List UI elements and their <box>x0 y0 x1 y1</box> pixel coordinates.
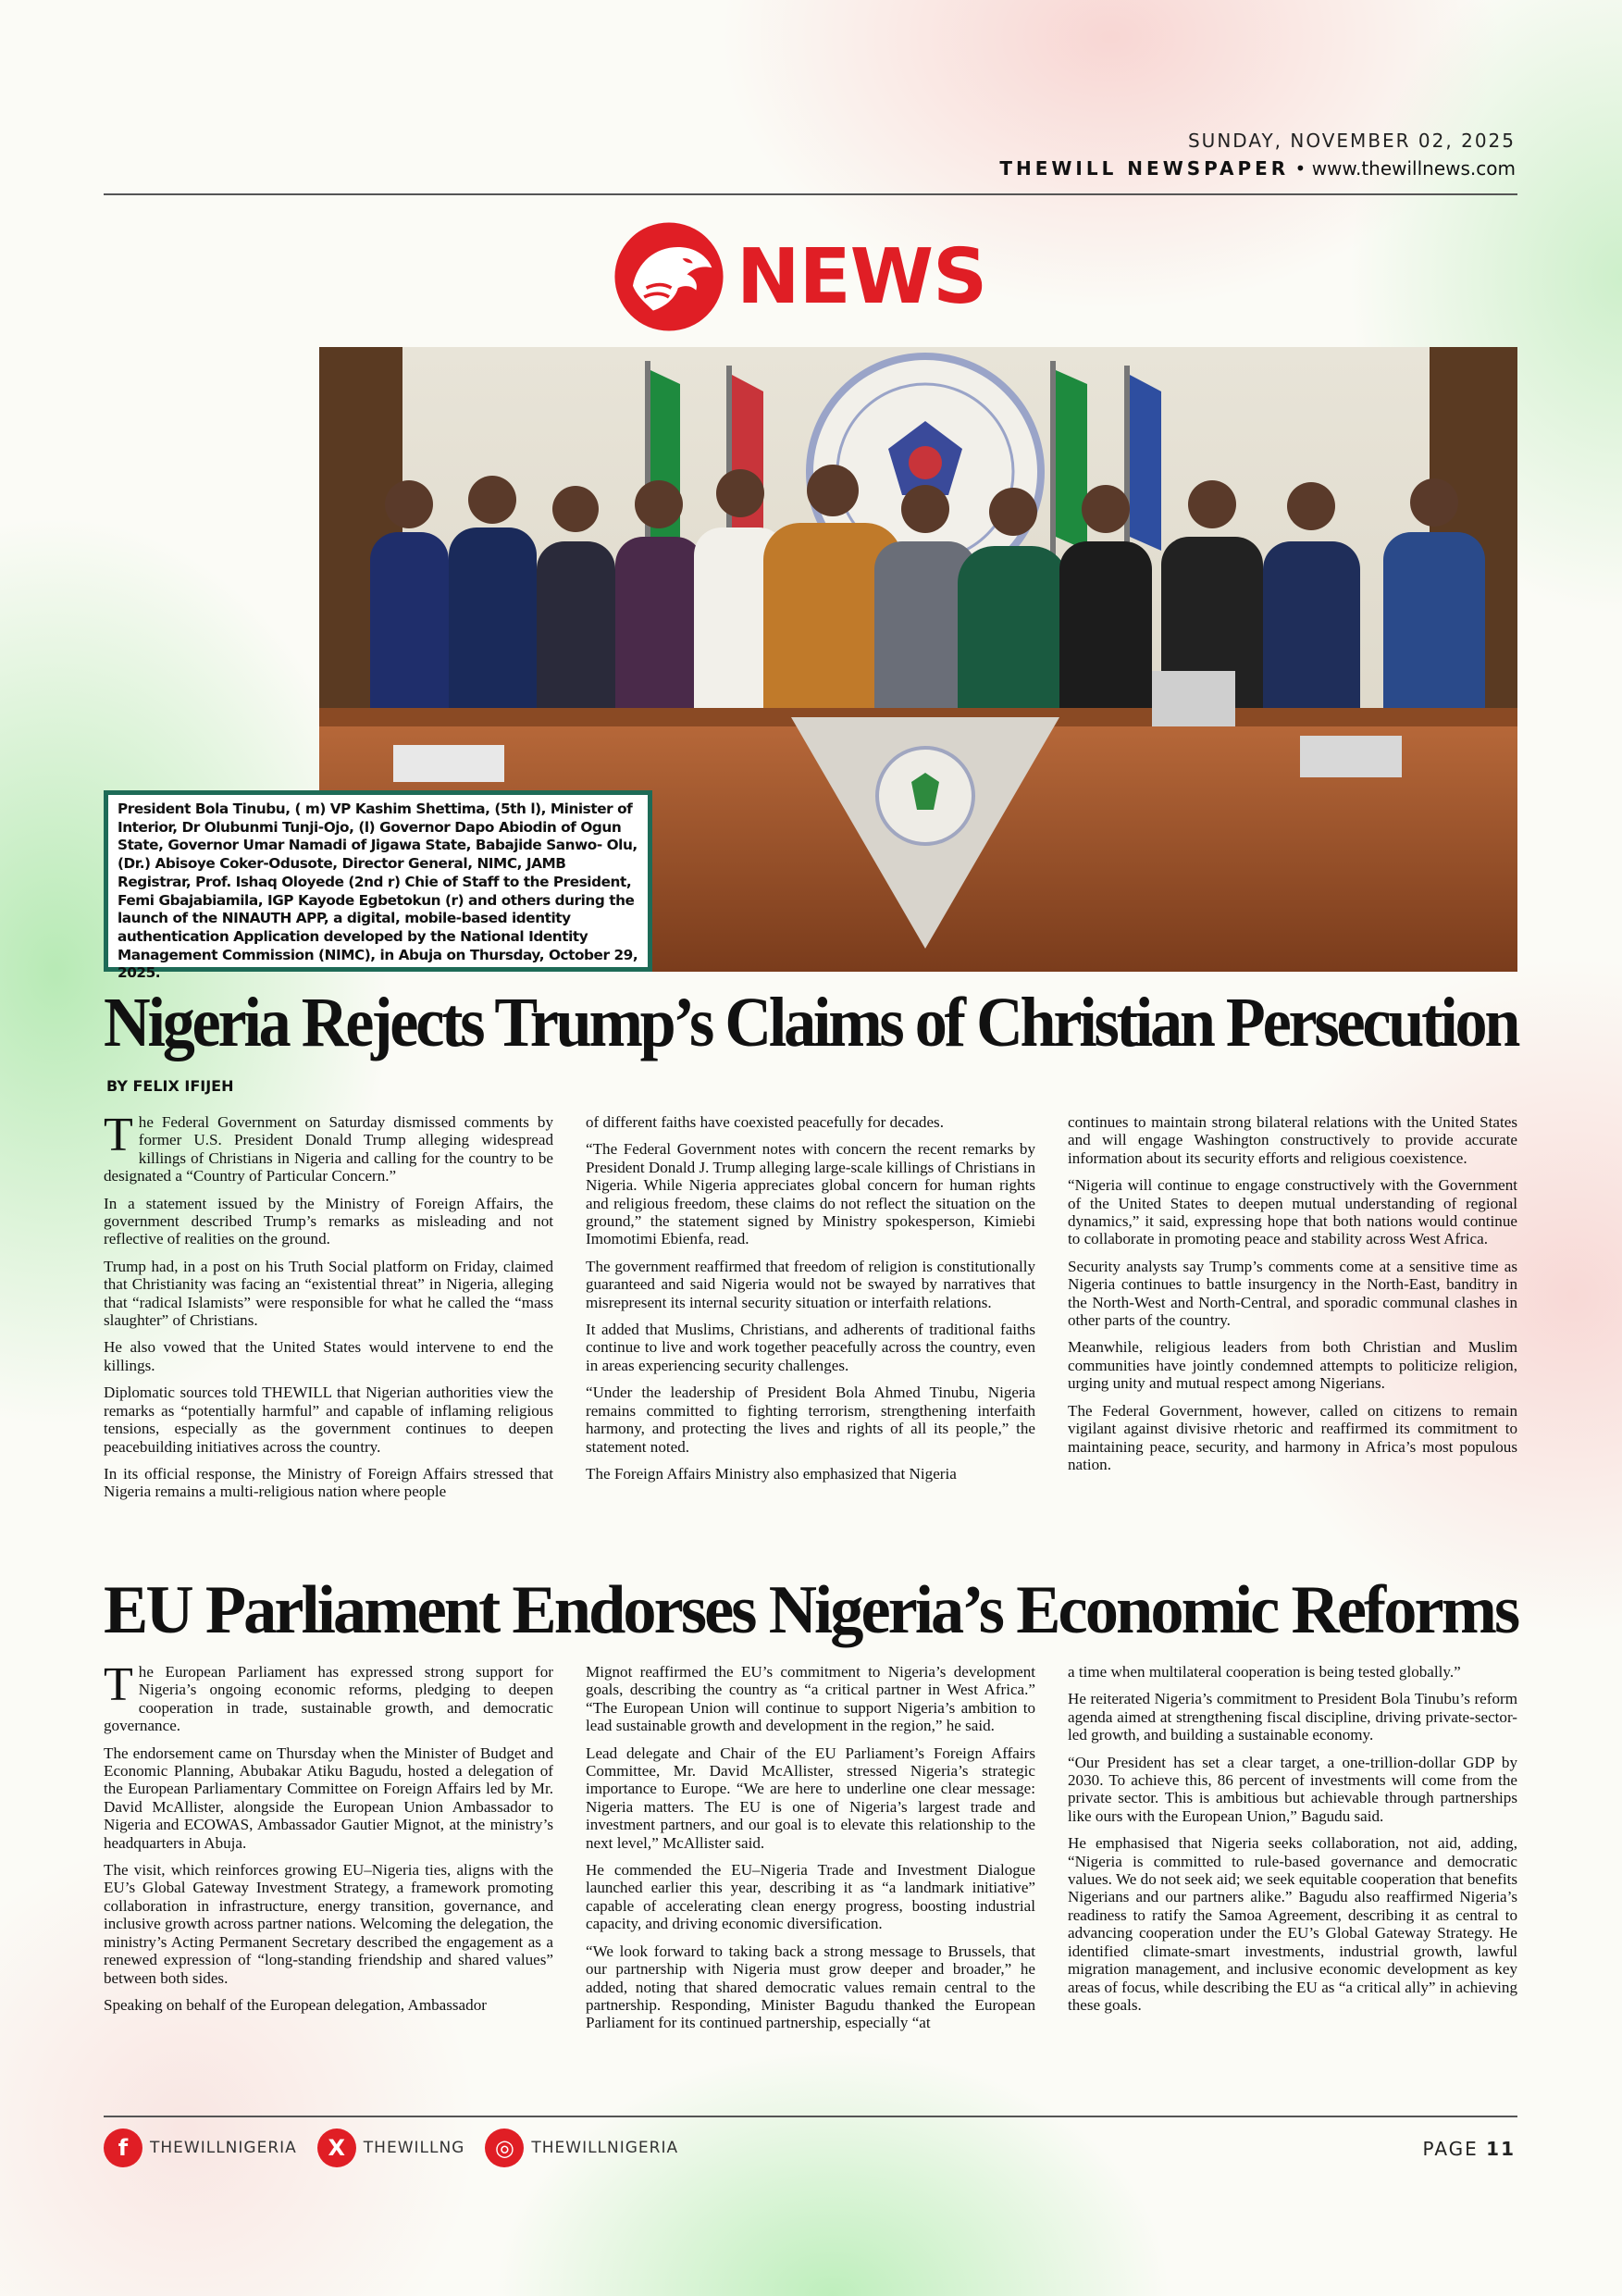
paragraph: In a statement issued by the Ministry of Foreign Affairs, the government described Trump’s remarks as misleading and not reflective of realities on the ground. <box>104 1194 553 1248</box>
paragraph: He commended the EU–Nigeria Trade and Investment Dialogue launched earlier this year, describing it as “a landmark initiative” capable of accelerating clean energy progress, boosting industrial capacity, and driving economic diversification. <box>586 1861 1035 1933</box>
paragraph: “Our President has set a clear target, a one-trillion-dollar GDP by 2030. To achieve this, 86 percent of investments will come from the private sector. This is ambitious but achievable through partnerships like ours with the European Union,” Bagudu said. <box>1068 1753 1517 1825</box>
article2-headline: EU Parliament Endorses Nigeria’s Economic Reforms <box>104 1572 1518 1648</box>
paragraph: “The Federal Government notes with concern the recent remarks by President Donald J. Trump alleging large-scale killings of Christians in Nigeria. While Nigeria appreciates global concern for human rights and religious freedom, these claims do not reflect the situation on the ground,” the statement signed by Ministry spokesperson, Kimiebi Imomotimi Ebienfa, read. <box>586 1140 1035 1248</box>
paragraph: “Nigeria will continue to engage constructively with the Government of the United States to deepen mutual understanding of regional dynamics,” it said, expressing hope that both nations would continue to collaborate in promoting peace and stability across West Africa. <box>1068 1176 1517 1248</box>
paragraph: It added that Muslims, Christians, and adherents of traditional faiths continue to live and work together peacefully across the country, even in areas experiencing security challenges. <box>586 1321 1035 1374</box>
article1-byline: BY FELIX IFIJEH <box>106 1077 234 1095</box>
separator: • <box>1289 157 1312 180</box>
article1-column-1 <box>104 1113 553 1556</box>
dropcap: T <box>104 1663 133 1711</box>
article2-body <box>104 1663 1517 2115</box>
instagram-link[interactable] <box>485 2128 678 2167</box>
paragraph: He emphasised that Nigeria seeks collaboration, not aid, adding, “Nigeria is committed to rule-based governance and democratic values. We do not seek aid; we seek equitable cooperation that benefits Nigerians and our partners alike.” Bagudu also reaffirmed Nigeria’s readiness to ratify the Samoa Agreement, describing it as central to advancing cooperation under the EU’s Global Gateway Strategy. He identified climate-smart investments, industrial growth, lawful migration management, and inclusive economic development as key areas of focus, while describing the EU as “a critical ally” in achieving these goals. <box>1068 1834 1517 2014</box>
paragraph: Meanwhile, religious leaders from both Christian and Muslim communities have jointly condemned attempts to politicize religion, urging unity and mutual respect among Nigerians. <box>1068 1338 1517 1393</box>
social-links <box>104 2128 678 2167</box>
facebook-handle: THEWILLNIGERIA <box>150 2139 297 2157</box>
paragraph: Security analysts say Trump’s comments come at a sensitive time as Nigeria continues to battle insurgency in the North-East, banditry in the North-West and North-Central, and sporadic communal clashes in other parts of the country. <box>1068 1257 1517 1330</box>
article2-column-1 <box>104 1663 553 2115</box>
x-link[interactable] <box>317 2128 465 2167</box>
article2-column-3 <box>1068 1663 1517 2115</box>
instagram-handle: THEWILLNIGERIA <box>531 2139 679 2157</box>
paragraph: The Federal Government, however, called on citizens to remain vigilant against divisive rhetoric and reaffirmed its commitment to maintaining peace, security, and harmony in Africa’s most populous nation. <box>1068 1401 1517 1473</box>
paragraph: The endorsement came on Thursday when the Minister of Budget and Economic Planning, Abubakar Atiku Bagudu, hosted a delegation of the European Parliamentary Committee on Foreign Affairs led by Mr. David McAllister, alongside the European Union Ambassador to Nigeria and ECOWAS, Ambassador Gautier Mignot, at the ministry’s headquarters in Abuja. <box>104 1744 553 1852</box>
paper-name: THEWILL NEWSPAPER <box>999 157 1290 180</box>
paragraph: The government reaffirmed that freedom of religion is constitutionally guaranteed and said Nigeria would not be swayed by narratives that misrepresent its internal security situation or interfaith relations. <box>586 1257 1035 1311</box>
facebook-icon: f <box>104 2128 142 2167</box>
paragraph: The European Parliament has expressed strong support for Nigeria’s ongoing economic reforms, pledging to deepen cooperation in trade, sustainable growth, and democratic governance. <box>104 1663 553 1735</box>
page-value: 11 <box>1486 2138 1516 2160</box>
photo-caption: President Bola Tinubu, ( m) VP Kashim Shettima, (5th l), Minister of Interior, Dr Olubunmi Tunji-Ojo, (l) Governor Dapo Abiodin of Ogun State, Governor Umar Namadi of Jigawa State, Babajide Sanwo- Olu, (Dr.) Abisoye Coker-Odusote, Director General, NIMC, JAMB Registrar, Prof. Ishaq Oloyede (2nd r) Chie of Staff to the President, Femi Gbajabiamila, IGP Kayode Egbetokun (r) and others during the launch of the NINAUTH APP, a digital, mobile-based identity authentication Application developed by the National Identity Management Commission (NIMC), in Abuja on Thursday, October 29, 2025. <box>104 790 652 972</box>
paragraph: “We look forward to taking back a strong message to Brussels, that our partnership with Nigeria must grow deeper and broader,” he added, noting that shared democratic values remain central to the partnership. Responding, Minister Bagudu thanked the European Parliament for its continued partnership, especially “at <box>586 1942 1035 2032</box>
paragraph: Trump had, in a post on his Truth Social platform on Friday, claimed that Christianity was facing an “existential threat” in Nigeria, alleging that “radical Islamists” were responsible for what he called the “mass slaughter” of Christians. <box>104 1257 553 1330</box>
instagram-icon: ◎ <box>485 2128 524 2167</box>
article1-column-3 <box>1068 1113 1517 1556</box>
article1-headline: Nigeria Rejects Trump’s Claims of Christian Persecution <box>104 984 1518 1061</box>
article2-column-2 <box>586 1663 1035 2115</box>
paper-line <box>999 157 1516 180</box>
top-divider <box>104 193 1517 195</box>
paragraph: The visit, which reinforces growing EU–Nigeria ties, aligns with the EU’s Global Gateway Investment Strategy, a framework promoting collaboration in infrastructure, energy transition, governance, and inclusive growth across partner nations. Welcoming the delegation, the ministry’s Acting Permanent Secretary described the engagement as a renewed expression of “long-standing friendship and shared values” between both sides. <box>104 1861 553 1987</box>
facebook-link[interactable] <box>104 2128 297 2167</box>
bottom-divider <box>104 2116 1517 2117</box>
paragraph: Lead delegate and Chair of the EU Parliament’s Foreign Affairs Committee, Mr. David McAllister, stressed Nigeria’s strategic importance to Europe. “We are here to underline one clear message: Nigeria matters. The EU is one of Nigeria’s largest trade and investment partners, and our goal is to elevate this relationship to the next level,” McAllister said. <box>586 1744 1035 1852</box>
section-logo <box>613 220 986 333</box>
paragraph: Mignot reaffirmed the EU’s commitment to Nigeria’s development goals, describing the country as “a critical partner in West Africa.” “The European Union will continue to support Nigeria’s ambition to lead sustainable growth and development in the region,” he said. <box>586 1663 1035 1735</box>
paragraph: He reiterated Nigeria’s commitment to President Bola Tinubu’s reform agenda aimed at strengthening fiscal discipline, driving private-sector-led growth, and building a sustainable economy. <box>1068 1690 1517 1744</box>
eagle-head-icon <box>613 220 725 333</box>
dropcap: T <box>104 1113 133 1161</box>
paragraph: In its official response, the Ministry of Foreign Affairs stressed that Nigeria remains a multi-religious nation where people <box>104 1464 553 1501</box>
x-icon: X <box>317 2128 356 2167</box>
article1-column-2 <box>586 1113 1035 1556</box>
issue-date: SUNDAY, NOVEMBER 02, 2025 <box>1187 130 1516 152</box>
page-number <box>1423 2138 1516 2160</box>
page-label: PAGE <box>1422 2138 1479 2160</box>
paragraph: The Foreign Affairs Ministry also emphasized that Nigeria <box>586 1464 957 1483</box>
paragraph: continues to maintain strong bilateral relations with the United States and will engage Washington constructively to provide accurate information about its security efforts and religious coexistence. <box>1068 1113 1517 1167</box>
article1-body <box>104 1113 1517 1556</box>
x-handle: THEWILLNG <box>363 2139 465 2157</box>
website-link[interactable]: www.thewillnews.com <box>1311 157 1516 180</box>
paragraph: of different faiths have coexisted peacefully for decades. <box>586 1113 944 1131</box>
masthead <box>999 130 1516 180</box>
section-title: NEWS <box>737 232 987 321</box>
paragraph: Speaking on behalf of the European delegation, Ambassador <box>104 1995 487 2014</box>
paragraph: “Under the leadership of President Bola Ahmed Tinubu, Nigeria remains committed to fighting terrorism, strengthening interfaith harmony, and protecting the lives and rights of all its people,” the statement noted. <box>586 1384 1035 1456</box>
paragraph: The Federal Government on Saturday dismissed comments by former U.S. President Donald Trump alleging widespread killings of Christians in Nigeria and calling for the country to be designated a “Country of Particular Concern.” <box>104 1113 553 1185</box>
paragraph: He also vowed that the United States would intervene to end the killings. <box>104 1338 553 1374</box>
paragraph: a time when multilateral cooperation is being tested globally.” <box>1068 1663 1461 1681</box>
paragraph: Diplomatic sources told THEWILL that Nigerian authorities view the remarks as “potentially harmful” and capable of inflaming religious tensions, especially as the government continues to deepen peacebuilding initiatives across the country. <box>104 1384 553 1456</box>
